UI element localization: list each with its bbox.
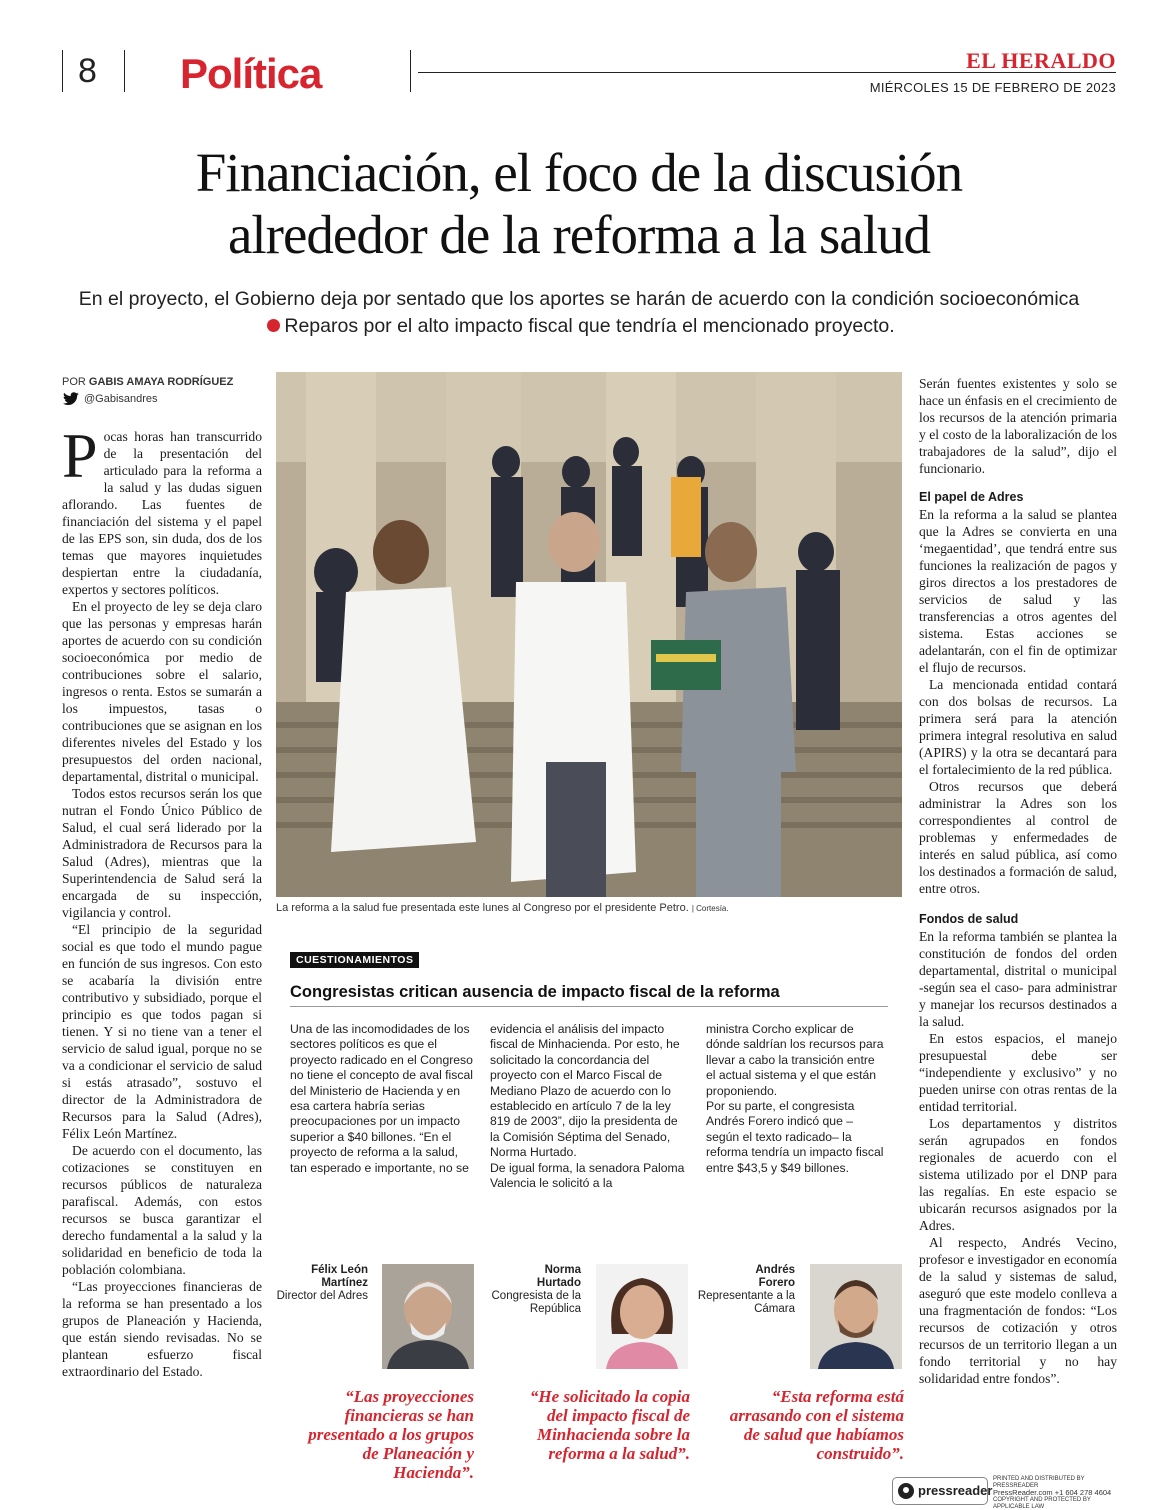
subhead-part: Reparos por el alto impacto fiscal que tendría el mencionado proyecto. — [284, 315, 895, 337]
sidebox-column — [490, 1022, 686, 1191]
portrait-felix-leon-martinez — [382, 1264, 474, 1369]
person-name: Norma — [544, 1264, 581, 1276]
header-divider — [124, 50, 125, 92]
issue-date: MIÉRCOLES 15 DE FEBRERO DE 2023 — [869, 80, 1116, 95]
paragraph: evidencia el análisis del impacto fiscal de Minhacienda. Por esto, he solicitado la concordancia del proyecto con el Marco Fiscal de Mediano Plazo de acuerdo con lo establecido en artículo 7 de la ley 819 de 2003”, dijo la presidenta de la Comisión Séptima del Senado, Norma Hurtado. — [490, 1022, 680, 1160]
paragraph: ocas horas han transcurrido de la presentación del articulado para la reforma a la salud y las dudas siguen aflorando. Las fuentes de financiación del sistema y el papel de las EPS son, sin duda, dos de los temas que mayores inquietudes despiertan entre la ciudadanía, expertos y sectores políticos. — [62, 429, 262, 597]
paragraph: La mencionada entidad contará con dos bolsas de recursos. La primera será para la atención primera integral resolutiva en salud (APIRS) y la otra se decantará para el fortalecimiento de la red pública. — [919, 677, 1117, 777]
photo-caption — [276, 902, 729, 914]
paragraph: Los departamentos y distritos serán agrupados en fondos regionales de acuerdo con el sistema utilizado por el DNP para las regalías. En este espacio se ubicarán recursos asignados por la Adres. — [919, 1116, 1117, 1233]
pressreader-notice — [993, 1476, 1121, 1510]
article-column-left — [62, 420, 262, 1380]
paragraph: Una de las incomodidades de los sectores políticos es que el proyecto radicado en el Congreso no tiene el concepto de aval fiscal del Ministerio de Hacienda y en esa cartera habría serias preocupaciones por un impacto superior a $40 billones. “En el proyecto de reforma a la salud, tan esperado e importante, no se — [290, 1022, 473, 1175]
drop-cap: P — [62, 420, 98, 491]
sidebox-label: CUESTIONAMIENTOS — [290, 952, 419, 968]
photo-illustration — [276, 372, 902, 897]
twitter-icon — [62, 392, 80, 406]
pull-quote: “He solicitado la copia del impacto fiscal de Minhacienda sobre la reforma a la salud”. — [529, 1387, 690, 1463]
paragraph: “Las proyecciones financieras de la reforma se han presentado a los grupos de Planeación y Hacienda, que están siendo revisadas. No se plantean esfuerzo fiscal extraordinario del Estado. — [62, 1279, 262, 1379]
header-divider — [410, 50, 411, 92]
sidebox-column — [290, 1022, 474, 1176]
main-photo — [276, 372, 902, 897]
paragraph: Otros recursos que deberá administrar la Adres son los correspondientes al control de problemas y enfermedades de interés en salud pública, así como los destinados a formación de salud, entre otros. — [919, 779, 1117, 896]
caption-text: La reforma a la salud fue presentada este lunes al Congreso por el presidente Petro. — [276, 902, 689, 914]
section-subheading: Fondos de salud — [919, 912, 1019, 926]
section-title: Política — [180, 50, 322, 97]
header-divider — [62, 50, 63, 92]
paragraph: ministra Corcho explicar de dónde saldrían los recursos para llevar a cabo la transición entre el actual sistema y el que están proponiendo. — [706, 1022, 884, 1098]
notice-line: COPYRIGHT AND PROTECTED BY APPLICABLE LAW — [993, 1497, 1091, 1510]
person-name: Forero — [758, 1277, 795, 1289]
subheadline — [70, 286, 1088, 340]
paragraph: En la reforma a la salud se plantea que la Adres se convierta en una ‘megaentidad’, que tendrá entre sus funciones la realización de pagos y giros directos a los prestadores de servicios de salud y las transferencias a otros agentes del sistema. Estas acciones se adelantarán, con el fin de optimizar el flujo de recursos. — [919, 507, 1117, 675]
article-column-right — [919, 375, 1117, 1387]
headline — [40, 142, 1118, 266]
portrait-norma-hurtado — [596, 1264, 688, 1369]
pressreader-wordmark: pressreader — [918, 1483, 993, 1498]
bullet-dot-icon — [267, 319, 280, 332]
paragraph: De acuerdo con el documento, las cotizaciones se constituyen en recursos públicos de naturaleza parafiscal. Además, con estos recursos se busca garantizar el derecho fundamental a la salud y la solidaridad en beneficio de toda la población colombiana. — [62, 1143, 262, 1277]
paragraph: Todos estos recursos serán los que nutran el Fondo Único Público de Salud, el cual será liderado por la Administradora de Recursos para la Salud (Adres), mientras que la Superintendencia de Salud será la encargada de su inspección, vigilancia y control. — [62, 786, 262, 920]
twitter-handle-text: @Gabisandres — [84, 392, 158, 405]
person-name: Andrés — [755, 1264, 795, 1276]
byline — [62, 376, 233, 388]
headline-line: alrededor de la reforma a la salud — [227, 204, 930, 265]
notice-line: PressReader.com +1 604 278 4604 — [993, 1488, 1112, 1497]
person-name: Hurtado — [536, 1277, 581, 1289]
paragraph: En estos espacios, el manejo presupuestal debe ser “independiente y exclusivo” y no pueden unirse con otras rentas de la entidad territorial. — [919, 1031, 1117, 1114]
quote-person — [478, 1264, 581, 1316]
byline-prefix: POR — [62, 376, 86, 388]
person-role: Congresista de la República — [491, 1290, 581, 1315]
photo-credit: | Cortesía. — [691, 904, 729, 913]
paragraph: De igual forma, la senadora Paloma Valencia le solicitó a la — [490, 1160, 685, 1191]
paragraph: Por su parte, el congresista Andrés Forero indicó que –según el texto radicado– la reforma tendría un impacto fiscal entre $43,5 y $49 billones. — [706, 1099, 884, 1175]
paragraph: En el proyecto de ley se deja claro que las personas y empresas harán aportes de acuerdo con su condición socioeconómica por medio de contribuciones sobre el salario, ingresos o renta. Estos se sumarán a los impuestos, tasas o contribuciones que se asignan en los diferentes niveles del Estado y los presupuestos del orden nacional, departamental, distrital o municipal. — [62, 599, 262, 784]
subhead-part: En el proyecto, el Gobierno deja por sentado que los aportes se harán de acuerdo con la condición socioeconómica — [78, 288, 1080, 310]
sidebox-title: Congresistas critican ausencia de impacto fiscal de la reforma — [290, 983, 780, 1001]
twitter-handle[interactable] — [62, 392, 158, 406]
pull-quote: “Esta reforma está arrasando con el sistema de salud que habíamos construido”. — [729, 1387, 904, 1463]
page-number: 8 — [78, 52, 97, 90]
paragraph: Al respecto, Andrés Vecino, profesor e investigador en economía de la salud y sistemas de salud, aseguró que este modelo conlleva a una fragmentación de fondos: “Los recursos de cotización y otros recursos de un territorio llegan a un fondo territorial y no hay solidaridad entre fondos”. — [919, 1235, 1117, 1386]
newspaper-logo: EL HERALDO — [966, 48, 1116, 73]
person-role: Director del Adres — [276, 1290, 368, 1302]
sidebox-column — [706, 1022, 884, 1176]
notice-line: PRINTED AND DISTRIBUTED BY PRESSREADER — [993, 1476, 1085, 1489]
pressreader-logo[interactable] — [892, 1477, 993, 1505]
paragraph: En la reforma también se plantea la constitución de fondos del orden departamental, distrital o municipal -según sea el caso- para administrar y manejar los recursos destinados a la salud. — [919, 929, 1117, 1029]
portrait-andres-forero — [810, 1264, 902, 1369]
byline-author: GABIS AMAYA RODRÍGUEZ — [88, 376, 234, 388]
paragraph: “El principio de la seguridad social es que todo el mundo pague en función de sus ingresos. Con esto se acabaría la división entre contributivo y subsidiado, porque el principio es que todos pagan si tienen. Y si no tiene van a tener el servicio de salud igual, porque no se va a condicionar el servicio de salud si estás atrasado”, sostuvo el director de la Administradora de Recursos para la Salud (Adres), Félix León Martínez. — [62, 922, 262, 1141]
quote-person — [694, 1264, 795, 1316]
headline-line: Financiación, el foco de la discusión — [195, 142, 963, 203]
person-role: Representante a la Cámara — [697, 1290, 795, 1315]
paragraph: Serán fuentes existentes y solo se hace un énfasis en el crecimiento de los recursos de la atención primaria y el costo de la laboralización de los trabajadores de la salud”, dijo el funcionario. — [919, 376, 1117, 476]
person-name: Martínez — [321, 1277, 368, 1289]
sidebox-rule — [290, 1006, 888, 1007]
section-subheading: El papel de Adres — [919, 490, 1024, 504]
person-name: Félix León — [311, 1264, 368, 1276]
pressreader-icon — [897, 1482, 915, 1500]
pull-quote: “Las proyecciones financieras se han presentado a los grupos de Planeación y Hacienda”. — [308, 1387, 474, 1482]
quote-person — [268, 1264, 368, 1303]
